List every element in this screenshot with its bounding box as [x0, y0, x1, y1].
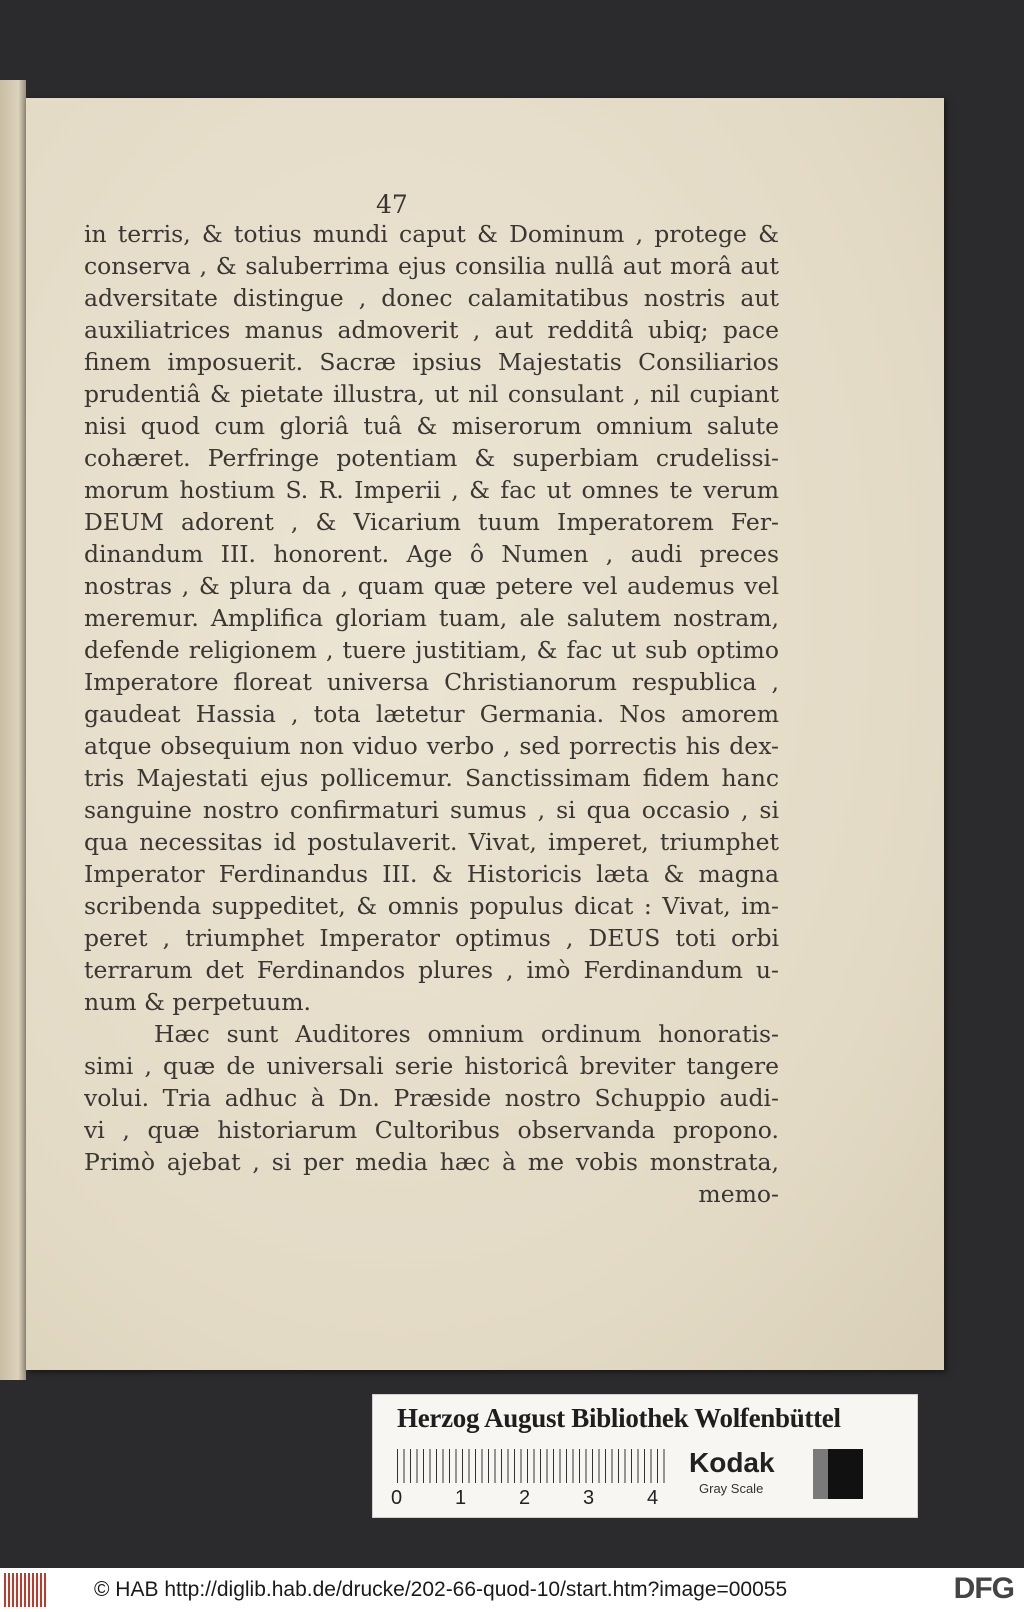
- catchword: memo-: [698, 1180, 779, 1208]
- gray-swatch: [813, 1449, 863, 1499]
- text-line: Hæc sunt Auditores omnium ordinum honoratis-: [154, 1020, 779, 1048]
- text-line: defende religionem , tuere justitiam, & fac ut sub optimo: [84, 636, 779, 664]
- text-line: Primò ajebat , si per media hæc à me vobis monstrata,: [84, 1148, 779, 1176]
- text-line: simi , quæ de universali serie historicâ breviter tangere: [84, 1052, 779, 1080]
- text-line: num & perpetuum.: [84, 988, 312, 1016]
- text-line: nostras , & plura da , quam quæ petere vel audemus vel: [84, 572, 779, 600]
- text-line: qua necessitas id postulaverit. Vivat, imperet, triumphet: [84, 828, 779, 856]
- ruler-mark: 1: [455, 1487, 467, 1509]
- text-line: conserva , & saluberrima ejus consilia nullâ aut morâ aut: [84, 252, 779, 280]
- text-line: tris Majestati ejus pollicemur. Sanctissimam fidem hanc: [84, 764, 779, 792]
- text-line: auxiliatrices manus admoverit , aut redditâ ubiq; pace: [84, 316, 779, 344]
- page-number: 47: [376, 190, 408, 219]
- ruler-mark: 0: [391, 1487, 403, 1509]
- gray-scale-label: Gray Scale: [699, 1481, 764, 1496]
- text-line: DEUM adorent , & Vicarium tuum Imperatorem Fer-: [84, 508, 779, 536]
- text-line: dinandum III. honorent. Age ô Numen , audi preces: [84, 540, 779, 568]
- ruler-mark: 2: [519, 1487, 531, 1509]
- ruler-mark: 3: [583, 1487, 595, 1509]
- text-line: morum hostium S. R. Imperii , & fac ut omnes te verum: [84, 476, 779, 504]
- text-line: vi , quæ historiarum Cultoribus observanda propono.: [84, 1116, 779, 1144]
- text-line: terrarum det Ferdinandos plures , imò Ferdinandum u-: [84, 956, 779, 984]
- barcode-icon: [4, 1573, 48, 1607]
- text-line: adversitate distingue , donec calamitatibus nostris aut: [84, 284, 779, 312]
- library-name: Herzog August Bibliothek Wolfenbüttel: [397, 1403, 841, 1433]
- text-line: gaudeat Hassia , tota lætetur Germania. Nos amorem: [84, 700, 779, 728]
- ruler-mark: 4: [647, 1487, 659, 1509]
- text-line: atque obsequium non viduo verbo , sed porrectis his dex-: [84, 732, 779, 760]
- text-line: prudentiâ & pietate illustra, ut nil consulant , nil cupiant: [84, 380, 779, 408]
- text-line: Imperator Ferdinandus III. & Historicis læta & magna: [84, 860, 779, 888]
- text-line: Imperatore floreat universa Christianorum respublica ,: [84, 668, 779, 696]
- text-line: nisi quod cum gloriâ tuâ & miserorum omnium salute: [84, 412, 779, 440]
- text-line: volui. Tria adhuc à Dn. Præside nostro Schuppio audi-: [84, 1084, 779, 1112]
- book-page: [26, 98, 944, 1370]
- text-line: scribenda suppeditet, & omnis populus dicat : Vivat, im-: [84, 892, 779, 920]
- text-line: finem imposuerit. Sacræ ipsius Majestatis Consiliarios: [84, 348, 779, 376]
- dfg-logo: DFG: [953, 1572, 1014, 1605]
- scale-ruler: [397, 1449, 667, 1483]
- color-calibration-card: [372, 1394, 918, 1518]
- text-line: sanguine nostro confirmaturi sumus , si qua occasio , si: [84, 796, 779, 824]
- kodak-logo: Kodak: [689, 1447, 775, 1478]
- footer-bar: [0, 1568, 1024, 1612]
- text-line: meremur. Amplifica gloriam tuam, ale salutem nostram,: [84, 604, 779, 632]
- page-text: [84, 218, 779, 1210]
- facing-page-edge: [0, 80, 26, 1380]
- text-line: in terris, & totius mundi caput & Dominum , protege &: [84, 220, 779, 248]
- source-link[interactable]: © HAB http://diglib.hab.de/drucke/202-66-quod-10/start.htm?image=00055: [94, 1578, 788, 1601]
- text-line: cohæret. Perfringe potentiam & superbiam crudelissi-: [84, 444, 779, 472]
- text-line: peret , triumphet Imperator optimus , DEUS toti orbi: [84, 924, 779, 952]
